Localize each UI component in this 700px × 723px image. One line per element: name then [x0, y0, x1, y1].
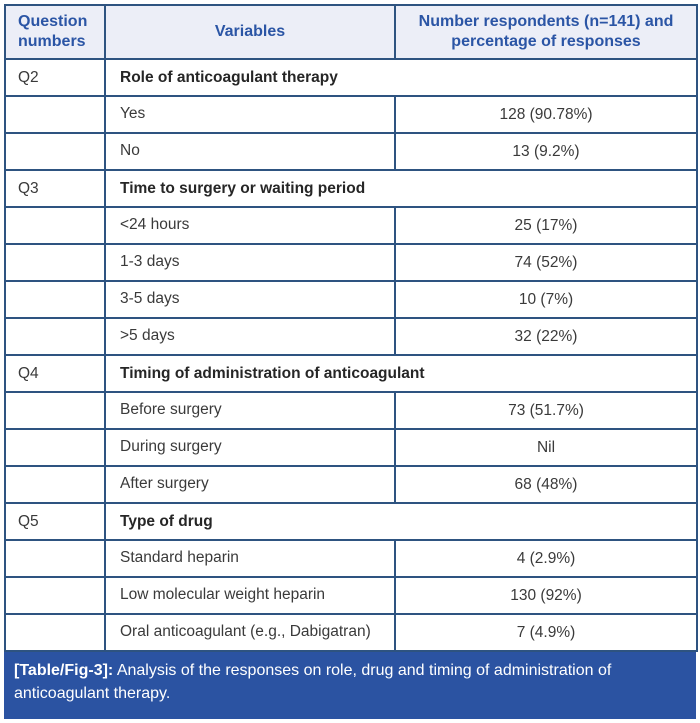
- variable-cell: Yes: [105, 96, 395, 133]
- question-number: Q5: [5, 503, 105, 540]
- question-number: Q4: [5, 355, 105, 392]
- section-row-q4: [5, 355, 697, 392]
- data-row: [5, 318, 697, 355]
- col-header-variables: Variables: [105, 5, 395, 59]
- caption-text: Analysis of the responses on role, drug and timing of administration of anticoagulant therapy.: [14, 662, 612, 703]
- section-title: Time to surgery or waiting period: [105, 170, 697, 207]
- variable-cell: Oral anticoagulant (e.g., Dabigatran): [105, 614, 395, 651]
- value-cell: 130 (92%): [395, 577, 697, 614]
- question-number-empty: [5, 96, 105, 133]
- value-cell: 25 (17%): [395, 207, 697, 244]
- question-number: Q2: [5, 59, 105, 96]
- value-cell: 73 (51.7%): [395, 392, 697, 429]
- question-number-empty: [5, 577, 105, 614]
- question-number-empty: [5, 318, 105, 355]
- variable-cell: Standard heparin: [105, 540, 395, 577]
- caption-label: [Table/Fig-3]:: [14, 662, 114, 679]
- value-cell: 10 (7%): [395, 281, 697, 318]
- question-number: Q3: [5, 170, 105, 207]
- question-number-empty: [5, 133, 105, 170]
- value-cell: Nil: [395, 429, 697, 466]
- variable-cell: Low molecular weight heparin: [105, 577, 395, 614]
- value-cell: 68 (48%): [395, 466, 697, 503]
- question-number-empty: [5, 392, 105, 429]
- section-row-q5: [5, 503, 697, 540]
- data-row: [5, 577, 697, 614]
- data-row: [5, 540, 697, 577]
- data-row: [5, 392, 697, 429]
- value-cell: 128 (90.78%): [395, 96, 697, 133]
- section-title: Timing of administration of anticoagulant: [105, 355, 697, 392]
- question-number-empty: [5, 614, 105, 651]
- data-row: [5, 614, 697, 651]
- question-number-empty: [5, 540, 105, 577]
- data-row: [5, 244, 697, 281]
- col-header-question-numbers: Question numbers: [5, 5, 105, 59]
- question-number-empty: [5, 466, 105, 503]
- question-number-empty: [5, 244, 105, 281]
- section-row-q2: [5, 59, 697, 96]
- data-row: [5, 429, 697, 466]
- section-title: Role of anticoagulant therapy: [105, 59, 697, 96]
- data-row: [5, 133, 697, 170]
- section-title: Type of drug: [105, 503, 697, 540]
- value-cell: 7 (4.9%): [395, 614, 697, 651]
- section-row-q3: [5, 170, 697, 207]
- variable-cell: Before surgery: [105, 392, 395, 429]
- value-cell: 74 (52%): [395, 244, 697, 281]
- data-row: [5, 466, 697, 503]
- data-row: [5, 207, 697, 244]
- col-header-number-respondents: Number respondents (n=141) and percentage of responses: [395, 5, 697, 59]
- question-number-empty: [5, 281, 105, 318]
- variable-cell: 1-3 days: [105, 244, 395, 281]
- variable-cell: <24 hours: [105, 207, 395, 244]
- table-body: [5, 59, 697, 651]
- value-cell: 4 (2.9%): [395, 540, 697, 577]
- table-caption: [4, 652, 696, 719]
- variable-cell: >5 days: [105, 318, 395, 355]
- variable-cell: 3-5 days: [105, 281, 395, 318]
- variable-cell: No: [105, 133, 395, 170]
- question-number-empty: [5, 207, 105, 244]
- variable-cell: After surgery: [105, 466, 395, 503]
- variable-cell: During surgery: [105, 429, 395, 466]
- question-number-empty: [5, 429, 105, 466]
- value-cell: 32 (22%): [395, 318, 697, 355]
- header-row: [5, 5, 697, 59]
- responses-table: [4, 4, 698, 652]
- value-cell: 13 (9.2%): [395, 133, 697, 170]
- data-row: [5, 96, 697, 133]
- data-row: [5, 281, 697, 318]
